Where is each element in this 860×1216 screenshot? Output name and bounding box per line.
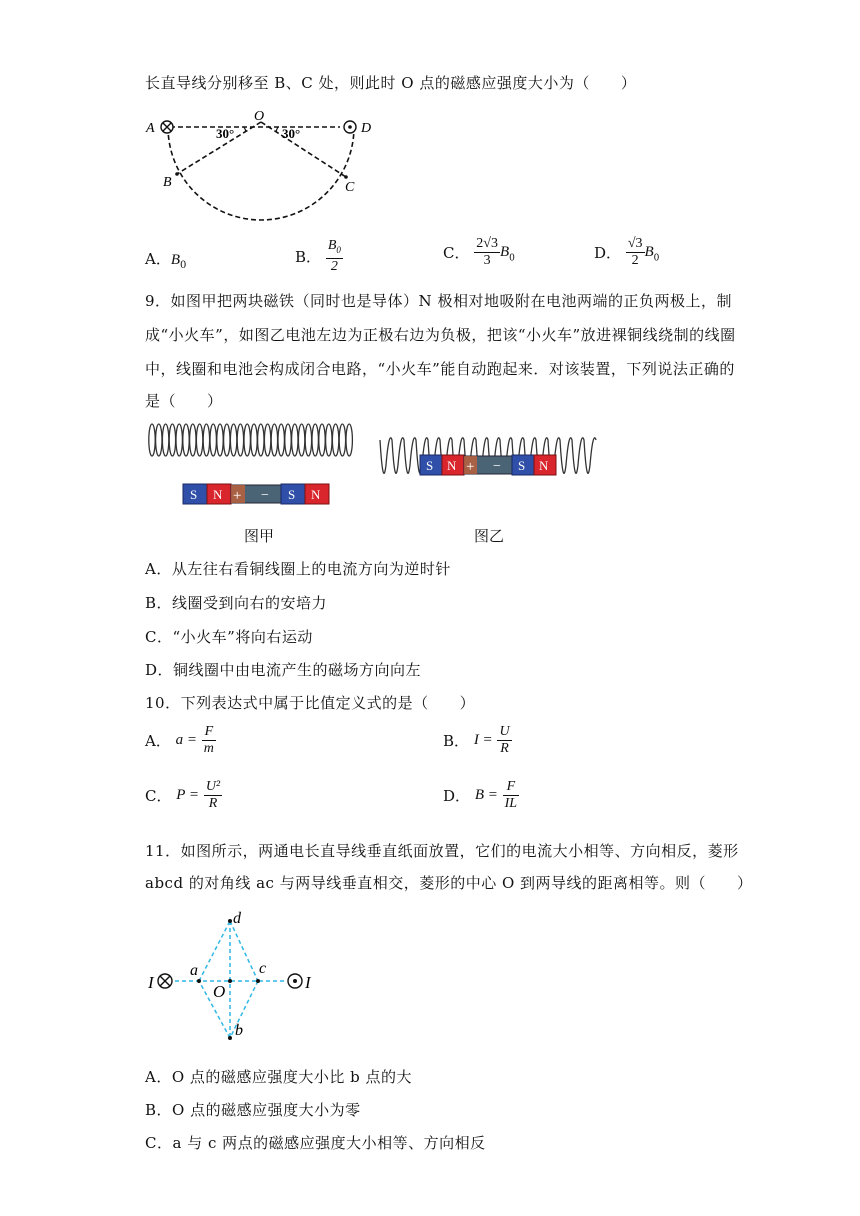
svg-text:S: S [288, 487, 296, 502]
label-I-right: I [305, 973, 311, 992]
label-d: d [233, 910, 241, 927]
q8-option-a: A．$B_0$ [145, 250, 187, 271]
svg-text:+: + [466, 459, 475, 475]
coil-loop [339, 424, 345, 456]
coil-loop [169, 424, 175, 456]
coil-loop [244, 424, 250, 456]
label-A: A [146, 121, 155, 136]
q9-caption-yi: 图乙 [474, 527, 505, 545]
coil-loop [251, 424, 257, 456]
svg-text:S: S [518, 458, 526, 473]
q9-figure-yi [378, 430, 603, 490]
label-D: D [361, 121, 372, 136]
coil-loop [298, 424, 304, 456]
coil-loop [292, 424, 298, 456]
svg-text:−: − [261, 488, 269, 503]
label-c: c [259, 960, 267, 977]
coil-loop [149, 424, 155, 456]
label-b: b [235, 1022, 243, 1039]
coil-loop [196, 424, 202, 456]
q10-option-c: C． P = $\frac{\text{U²}}{R}$ [145, 779, 221, 811]
q11-figure [145, 905, 325, 1045]
q10-option-d: D． B = $\frac{F}{IL}$ [443, 779, 518, 811]
coil-loop [312, 424, 318, 456]
coil-loop [332, 424, 338, 456]
label-B: B [163, 175, 172, 190]
coil-loop [210, 424, 216, 456]
q9-option-d: D．铜线圈中由电流产生的磁场方向向左 [145, 661, 422, 679]
q11-option-a: A．O 点的磁感应强度大小比 b 点的大 [145, 1068, 413, 1086]
svg-text:S: S [426, 458, 434, 473]
label-O: O [213, 982, 226, 1001]
svg-text:N: N [539, 458, 549, 473]
coil-loop [183, 424, 189, 456]
q9-stem-line1: 9．如图甲把两块磁铁（同时也是导体）N 极相对地吸附在电池两端的正负两极上，制 [145, 292, 732, 310]
label-C: C [345, 180, 355, 195]
coil-loop [162, 424, 168, 456]
q9-stem-line3: 中，线圈和电池会构成闭合电路，“小火车”能自动跑起来．对该装置，下列说法正确的 [145, 360, 735, 378]
q9-caption-jia: 图甲 [244, 527, 275, 545]
coil-loop [285, 424, 291, 456]
label-O: O [254, 109, 265, 124]
angle-left-label: 30° [216, 126, 235, 141]
q9-stem-line2: 成“小火车”，如图乙电池左边为正极右边为负极，把该“小火车”放进裸铜线绕制的线圈 [145, 326, 736, 344]
coil-loop [156, 424, 162, 456]
svg-text:+: + [233, 488, 242, 504]
coil-loop [176, 424, 182, 456]
coil-loop [224, 424, 230, 456]
svg-text:N: N [311, 487, 321, 502]
coil-loop [203, 424, 209, 456]
coil-loop [230, 424, 236, 456]
coil-loop [190, 424, 196, 456]
svg-text:S: S [190, 487, 198, 502]
q8-stem-tail: 长直导线分别移至 B、C 处，则此时 O 点的磁感应强度大小为（ ） [145, 74, 637, 92]
coil-loop [271, 424, 277, 456]
q9-stem-line4: 是（ ） [145, 392, 223, 410]
q11-stem-line2: abcd 的对角线 ac 与两导线垂直相交，菱形的中心 O 到两导线的距离相等。则（ ） [145, 874, 753, 892]
q11-option-c: C．a 与 c 两点的磁感应强度大小相等、方向相反 [145, 1134, 486, 1152]
coil-loop [326, 424, 332, 456]
q9-option-a: A．从左往右看铜线圈上的电流方向为逆时针 [145, 560, 451, 578]
q8-option-c: C． $\frac{2√3}{3}$ $B_0$ [443, 236, 515, 268]
q10-option-a: A． a = $\frac{F}{m}$ [145, 724, 214, 756]
q9-option-b: B．线圈受到向右的安培力 [145, 594, 328, 612]
label-a: a [190, 962, 198, 979]
q8-option-d: D． $\frac{√3}{2}$ $B_0$ [594, 236, 660, 268]
q9-option-c: C．“小火车”将向右运动 [145, 628, 313, 646]
coil-loop [278, 424, 284, 456]
q8-option-b: B． $\frac{B_0}{2}$ [295, 238, 341, 274]
coil-loop [264, 424, 270, 456]
svg-text:−: − [493, 459, 501, 474]
coil-loop [217, 424, 223, 456]
q10-option-b: B． I = $\frac{U}{R}$ [443, 724, 510, 756]
q11-stem-line1: 11．如图所示，两通电长直导线垂直纸面放置，它们的电流大小相等、方向相反，菱形 [145, 842, 739, 860]
coil-loop [258, 424, 264, 456]
svg-text:N: N [213, 487, 223, 502]
q11-option-b: B．O 点的磁感应强度大小为零 [145, 1101, 361, 1119]
svg-text:N: N [447, 458, 457, 473]
label-I-left: I [148, 973, 154, 992]
q10-stem: 10．下列表达式中属于比值定义式的是（ ） [145, 694, 476, 712]
q8-figure [140, 100, 380, 230]
coil-loop [346, 424, 352, 456]
q9-figure-jia [145, 420, 365, 510]
angle-right-label: 30° [282, 126, 301, 141]
coil-loop [237, 424, 243, 456]
coil-loop [305, 424, 311, 456]
coil-loop [319, 424, 325, 456]
